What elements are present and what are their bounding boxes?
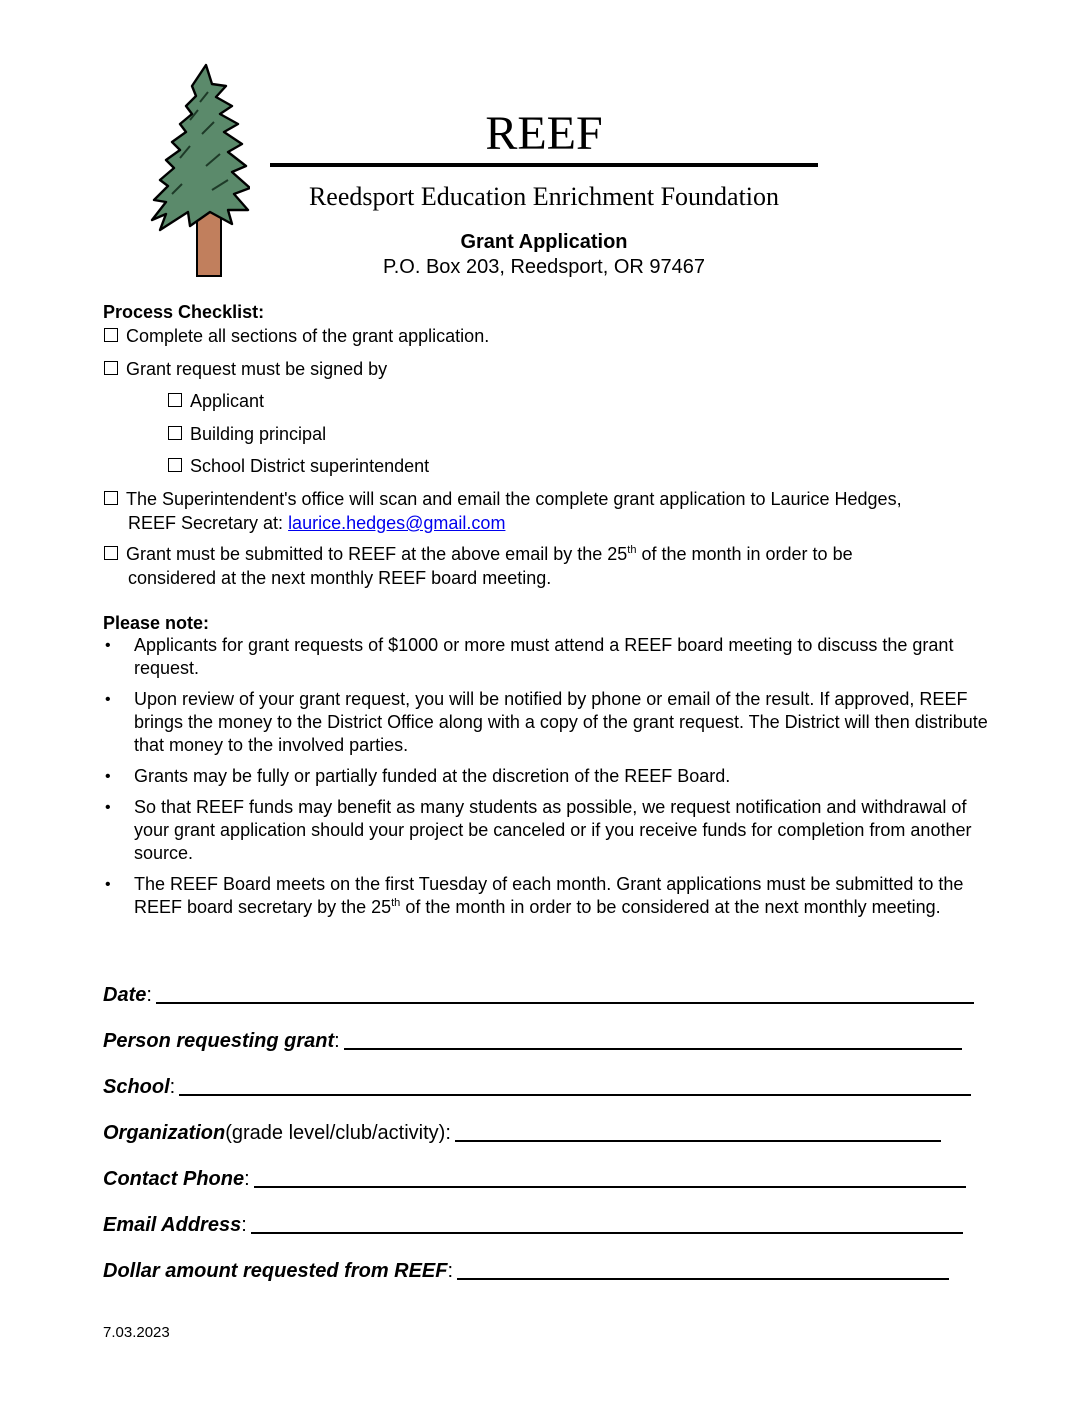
- org-name: Reedsport Education Enrichment Foundation: [308, 182, 780, 211]
- notes-list: [103, 634, 993, 927]
- checklist-item[interactable]: Complete all sections of the grant application.: [104, 324, 489, 348]
- date-field: Date :: [103, 982, 974, 1008]
- phone-field: Contact Phone :: [103, 1166, 966, 1192]
- email-field: Email Address :: [103, 1212, 963, 1238]
- notes-heading: Please note:: [103, 613, 210, 633]
- title-rule: [270, 163, 818, 167]
- revision-date: 7.03.2023: [103, 1324, 170, 1341]
- signer-item[interactable]: Applicant: [168, 389, 264, 413]
- mailing-address: P.O. Box 203, Reedsport, OR 97467: [382, 256, 706, 278]
- secretary-email-link[interactable]: laurice.hedges@gmail.com: [288, 513, 506, 533]
- checkbox-icon[interactable]: [104, 328, 118, 342]
- person-input-line[interactable]: [344, 1048, 962, 1050]
- checkbox-icon[interactable]: [168, 426, 182, 440]
- amount-input-line[interactable]: [457, 1278, 949, 1280]
- org-title: REEF: [485, 107, 603, 160]
- signer-item[interactable]: Building principal: [168, 422, 326, 446]
- checklist-item[interactable]: Grant request must be signed by: [104, 357, 387, 381]
- note-item: • Applicants for grant requests of $1000 or more must attend a REEF board meeting to discuss the grant request.: [103, 634, 993, 680]
- checklist-item[interactable]: The Superintendent's office will scan and email the complete grant application to Laurice Hedges,: [104, 487, 902, 511]
- date-input-line[interactable]: [156, 1002, 974, 1004]
- school-input-line[interactable]: [179, 1094, 971, 1096]
- phone-input-line[interactable]: [254, 1186, 966, 1188]
- field-label: Person requesting grant: [103, 1030, 335, 1052]
- email-input-line[interactable]: [251, 1232, 963, 1234]
- note-item: • Grants may be fully or partially funded at the discretion of the REEF Board.: [103, 765, 993, 788]
- field-label: Contact Phone: [103, 1168, 245, 1190]
- checkbox-icon[interactable]: [168, 458, 182, 472]
- field-label: Date: [103, 984, 147, 1006]
- checklist-heading: Process Checklist:: [103, 302, 265, 322]
- note-item: • So that REEF funds may benefit as many students as possible, we request notification and withdrawal of your grant application should your project be canceled or if you receive funds for completion from another source.: [103, 796, 993, 865]
- checkbox-icon[interactable]: [104, 361, 118, 375]
- amount-field: Dollar amount requested from REEF :: [103, 1258, 949, 1284]
- organization-field: Organization (grade level/club/activity):: [103, 1120, 941, 1146]
- checkbox-icon[interactable]: [104, 491, 118, 505]
- checklist-item-continued: REEF Secretary at: laurice.hedges@gmail.com: [128, 513, 506, 533]
- field-label: Organization: [103, 1122, 226, 1144]
- checkbox-icon[interactable]: [104, 546, 118, 560]
- note-item: • Upon review of your grant request, you will be notified by phone or email of the result. If approved, REEF brings the money to the District Office along with a copy of the grant request. The District will then distribute that money to the involved parties.: [103, 688, 993, 757]
- checkbox-icon[interactable]: [168, 393, 182, 407]
- organization-input-line[interactable]: [455, 1140, 941, 1142]
- checklist-item[interactable]: Grant must be submitted to REEF at the above email by the 25th of the month in order to be: [104, 542, 853, 566]
- field-label: Email Address: [103, 1214, 242, 1236]
- document-title: Grant Application: [460, 231, 628, 253]
- pine-tree-icon: [150, 62, 250, 278]
- note-item: • The REEF Board meets on the first Tuesday of each month. Grant applications must be submitted to the REEF board secretary by the 25th of the month in order to be considered at the next monthly meeting.: [103, 873, 993, 919]
- field-label: Dollar amount requested from REEF: [103, 1260, 448, 1282]
- field-label: School: [103, 1076, 170, 1098]
- checklist-item-continued: considered at the next monthly REEF board meeting.: [128, 568, 552, 588]
- signer-item[interactable]: School District superintendent: [168, 454, 429, 478]
- person-field: Person requesting grant :: [103, 1028, 962, 1054]
- school-field: School :: [103, 1074, 971, 1100]
